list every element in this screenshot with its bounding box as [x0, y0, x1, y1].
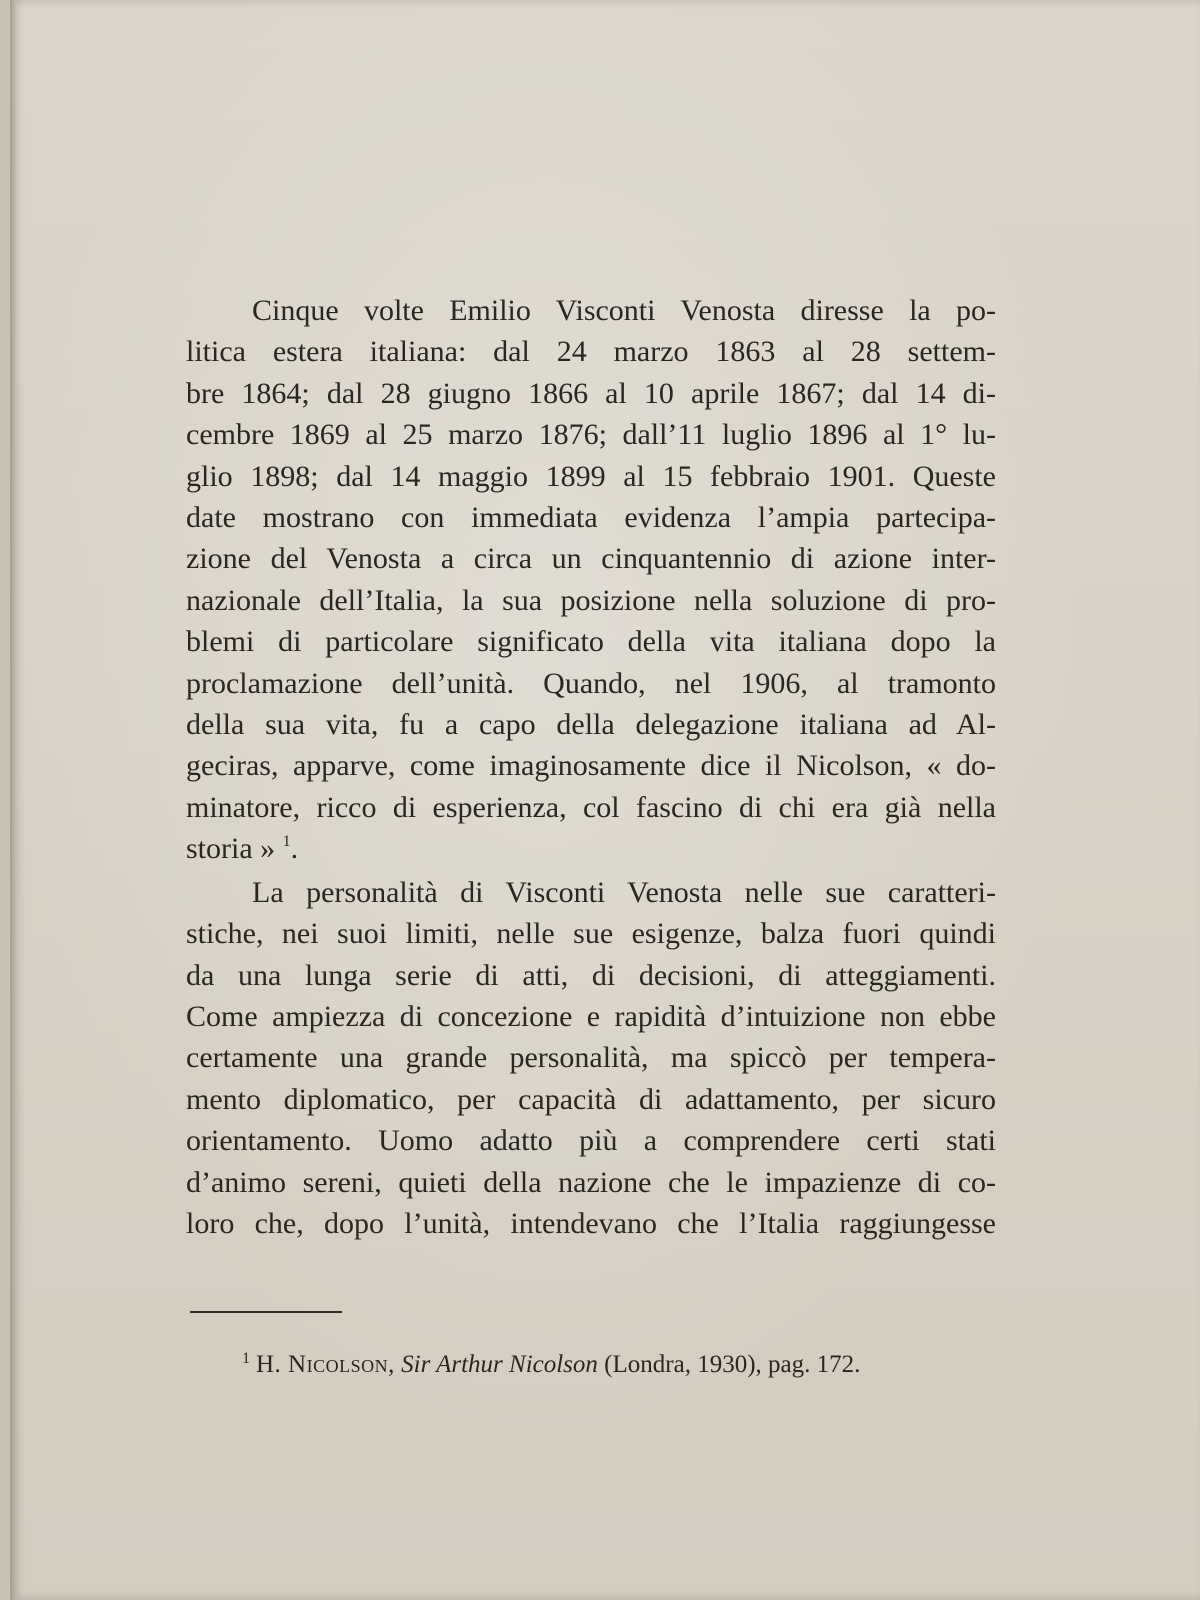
text-line: proclamazione dell’unità. Quando, nel 1906, al tramonto [186, 666, 996, 700]
paragraph-2 [186, 872, 996, 1245]
body-text [186, 290, 996, 1244]
text-line: stiche, nei suoi limiti, nelle sue esigenze, balza fuori quindi [186, 917, 996, 951]
footnote-divider [190, 1311, 342, 1313]
book-page [10, 0, 1200, 1600]
text-line: glio 1898; dal 14 maggio 1899 al 15 febbraio 1901. Queste [186, 459, 996, 493]
period: . [290, 832, 299, 866]
text-line: zione del Venosta a circa un cinquantennio di azione inter- [186, 542, 996, 576]
footnote-details: (Londra, 1930), pag. 172. [604, 1351, 861, 1378]
text-line: Cinque volte Emilio Visconti Venosta diresse la po- [252, 294, 996, 327]
text-line: minatore, ricco di esperienza, col fascino di chi era già nella [186, 790, 996, 824]
text-line: d’animo sereni, quieti della nazione che le impazienze di co- [186, 1165, 996, 1199]
text-line: della sua vita, fu a capo della delegazione italiana ad Al- [186, 708, 996, 742]
text-line: orientamento. Uomo adatto più a comprendere certi stati [186, 1124, 996, 1158]
footnote-author: H. Nicolson, [256, 1351, 395, 1378]
text-line: La personalità di Visconti Venosta nelle sue caratteri- [252, 875, 996, 909]
quote-end-text: storia » [186, 832, 276, 866]
text-line: bre 1864; dal 28 giugno 1866 al 10 aprile 1867; dal 14 di- [186, 376, 996, 410]
footnote [242, 1344, 1002, 1380]
text-line: cembre 1869 al 25 marzo 1876; dall’11 luglio 1896 al 1° lu- [186, 418, 996, 452]
text-line: loro che, dopo l’unità, intendevano che l’Italia raggiungesse [186, 1206, 996, 1240]
text-line: litica estera italiana: dal 24 marzo 1863 al 28 settem- [186, 335, 996, 369]
text-line-last [186, 828, 996, 869]
footnote-reference[interactable]: 1 [282, 833, 291, 851]
footnote-work-title: Sir Arthur Nicolson [401, 1351, 598, 1378]
text-line: blemi di particolare significato della vita italiana dopo la [186, 625, 996, 659]
text-line: date mostrano con immediata evidenza l’ampia partecipa- [186, 501, 996, 535]
text-line: nazionale dell’Italia, la sua posizione nella soluzione di pro- [186, 583, 996, 617]
text-line: mento diplomatico, per capacità di adattamento, per sicuro [186, 1082, 996, 1116]
text-line: geciras, apparve, come imaginosamente dice il Nicolson, « do- [186, 749, 996, 783]
footnote-mark: 1 [242, 1350, 250, 1367]
text-line: Come ampiezza di concezione e rapidità d’intuizione non ebbe [186, 999, 996, 1033]
text-line: certamente una grande personalità, ma spiccò per tempera- [186, 1041, 996, 1075]
text-line: da una lunga serie di atti, di decisioni, di atteggiamenti. [186, 958, 996, 992]
paragraph-1 [186, 290, 996, 870]
